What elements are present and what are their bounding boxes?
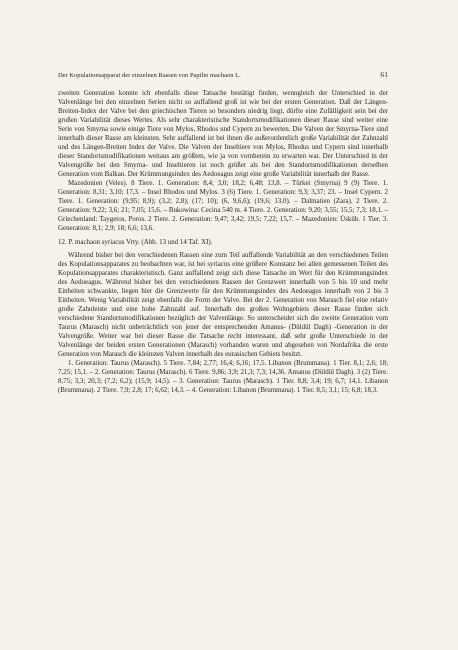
running-title: Der Kopulationsapparat der einzelnen Rassen von Papilio machaon L. (58, 72, 241, 79)
running-header (58, 70, 388, 79)
body-text (58, 89, 388, 395)
section-heading: 12. P. machaon syriacus Vrty. (Abb. 13 und 14 Taf. XI). (58, 238, 213, 246)
paragraph-measurements-2: 1. Generation: Taurus (Marasch). 5 Tiere. 7,84; 2,77; 16,4; 6,16; 17,5. Libanon (Brummana). 1 Tier. 8,1; 2,6; 18; 7,25; 15,1. – 2. Generation: Taurus (Marasch). 6 Tiere. 9,86; 3,9; 21,3; 7,3; 14,36. Amanus (Düldül Dagh). 3 (2) Tiere. 8,75; 3,3; 20,3; (7,2; 6,2); (15,9; 14,5). – 3. Generation: Taurus (Marasch). 1 Tier. 8,8; 3,4; 19; 6,7; 14,1. Libanon (Brummana). 2 Tiere. 7,9; 2,8; 17; 6,62; 14,3. – 4. Generation: Libanon (Brummana). 1 Tier. 8,5; 3,1; 15; 6,8; 18,3. (58, 359, 388, 394)
paragraph-valve-discussion: zweiten Generation konnte ich ebenfalls diese Tatsache bestätigt finden, wenngleich der Unterschied in der Valvenlänge bei den einzelnen Serien nicht so auffallend groß ist wie bei der ersten Generation. Daß der Längen-Breiten-Index der Valve bei den griechischen Tieren so besonders niedrig liegt, dürfte eine Zufälligkeit sein bei der großen Variabilität dieses Wertes. Als sehr charakteristische Standortsmodifikationen dieser Rasse sind weiter eine Serie von Smyrna sowie einige Tiere von Mylos, Rhodos und Cypern zu bewerten. Die Valven der Smyrna-Tiere sind innerhalb dieser Rasse am kleinsten. Sehr auffallend ist bei ihnen die außerordentlich große Variabilität der Zahnzahl und des Längen-Breiten Index der Valve. Die Valven der Inseltiere von Mylos, Rhodus und Cypern sind innerhalb dieser Standortsmodifikationen weitaus am größten, wie ja von vornherein zu erwarten war. Der Unterschied in der Valvengröße bei den Smyrna- und Inseltieren ist noch größer als bei den Standortsmodifikationen derselben Generation vom Balkan. Der Krümmungsindex des Aedoeagus zeigt eine große Variabilität innerhalb der Rasse. (58, 89, 388, 178)
paragraph-measurements-1: Mazedonien (Veles). 8 Tiere. 1. Generation: 8,4; 3,0; 18,2; 6,48; 13,8. – Türkei (Smyrna) 9 (9) Tiere. 1. Generation: 8,31; 3,10; 17,3. – Insel Rhodos und Mylos. 3 (6) Tiere. 1. Generation: 9,3; 3,37; 23. – Insel Cypern. 2 Tiere. 1. Generation: (9,95; 8,9); (3,2; 2,8); (17; 10); (6, 9,6,6); (19,6; 13,0). – Dalmatien (Zara). 2 Tiere. 2. Generation: 9,22; 3,6; 21; 7,05; 15,6. – Bukowina: Cecina 540 m. 4 Tiere. 2. Generation: 9,20; 3,55; 15,5; 7,3; 18,1. – Griechenland: Taygetos, Poros. 2 Tiere. 2. Generation: 9,47; 3,42; 19,5; 7,22; 15,7. – Mazedonien: Üsküb. 1 Tier. 3. Generation: 8,1; 2,9; 18; 6,6; 13,6. (58, 179, 388, 232)
paragraph-syriacus-discussion: Während bisher bei den verschiedenen Rassen eine zum Teil auffallende Variabilität an den verschiedenen Teilen des Kopulationsapparates zu beobachten war, ist bei syriacus eine größere Konstanz bei allen gemessenen Teilen des Kopulationsapparates charakteristisch. Ganz auffallend zeigt sich diese Tatsache im Wert für den Krümmungsindex des Aedoeagus. Während bisher bei den verschiedenen Rassen der Grenzwert innerhalb von 5 bis 10 und mehr Einheiten schwankte, liegen hier die Grenzwerte für den Krümmungsindex des Aedoeagus innerhalb von 2 bis 3 Einheiten. Wenig Variabilität zeigt ebenfalls die Form der Valve. Bei der 2. Generation von Marasch fiel eine relativ große Zahnleiste und eine hohe Zahnzahl auf. Innerhalb des großen Wohngebiets dieser Rasse finden sich verschiedene Standortsmodifikationen bezüglich der Valvenlänge. So unterscheidet sich die zweite Generation vom Taurus (Marasch) nicht unbeträchtlich von jener der entsprechenden Amanus- (Düldül Dagh) -Generation in der Valvengröße. Weiter war bei dieser Rasse die Tatsache recht interessant, daß sehr große Unterschiede in der Valvenlänge der beiden ersten Generationen (Marasch) vorhanden waren und abgesehen von Nordafrika die erste Generation von Marasch die kleinsten Valven innerhalb des eurasischen Gebiets besitzt. (58, 251, 388, 358)
page-number: 61 (380, 70, 388, 79)
